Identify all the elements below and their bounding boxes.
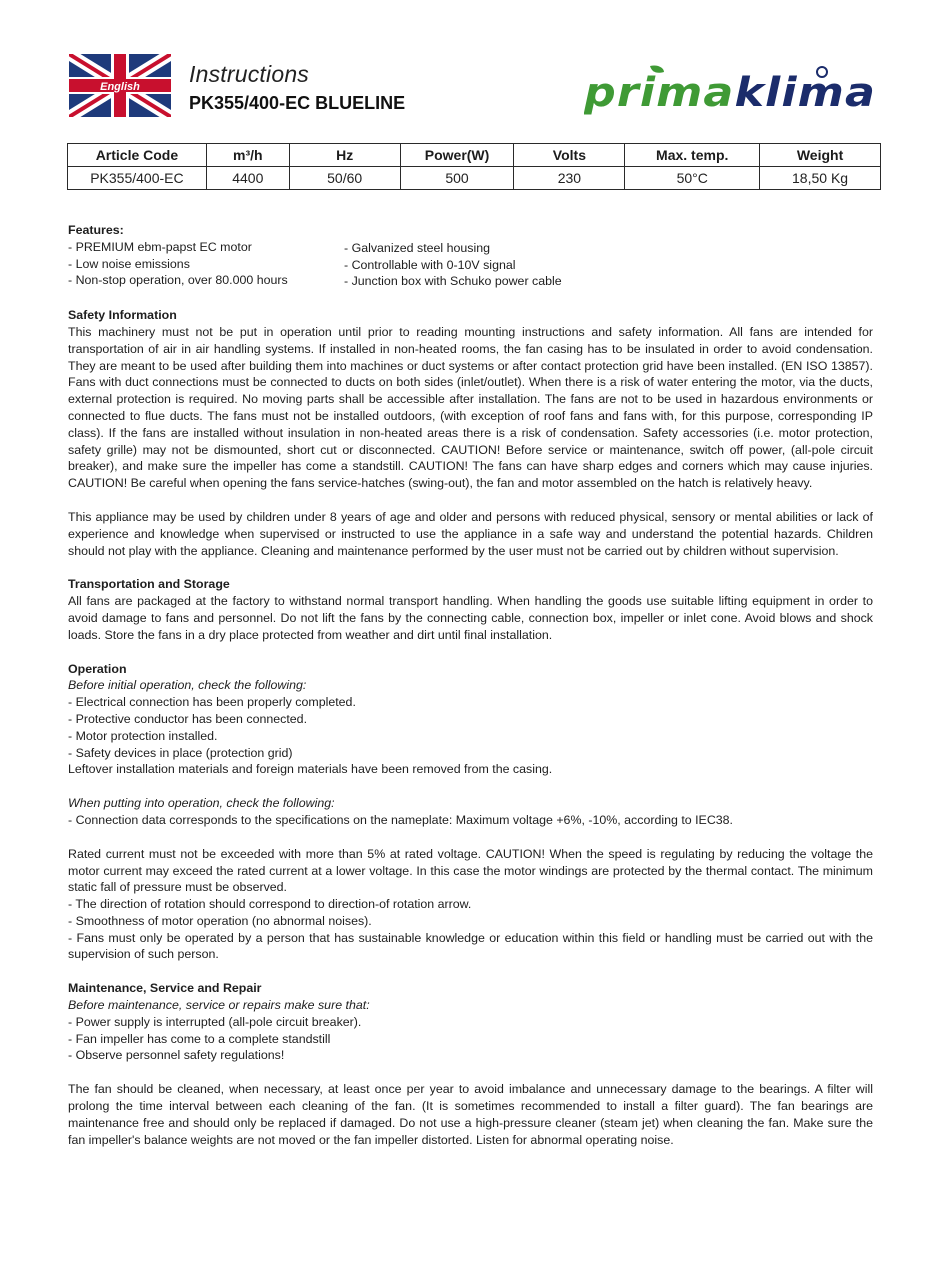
spec-table <box>67 143 881 190</box>
flag-language-label: English <box>100 81 140 93</box>
value-weight: 18,50 Kg <box>760 167 881 190</box>
primaklima-logo <box>584 62 884 122</box>
operation-before-intro: Before initial operation, check the following: <box>68 678 307 693</box>
safety-heading: Safety Information <box>68 308 177 323</box>
operation-putting-intro: When putting into operation, check the following: <box>68 796 335 811</box>
transport-paragraph: All fans are packaged at the factory to withstand normal transport handling. When handling the goods use suitable lifting equipment in order to avoid damage to fans and personnel. Do not lift the fans by the connecting cable, connection box, impeller or inlet cone. Avoid blows and shock loads. Store the fans in a dry place protected from weather and dirt until final installation. <box>68 594 873 642</box>
children-paragraph: This appliance may be used by children under 8 years of age and older and persons with reduced physical, sensory or mental abilities or lack of experience and knowledge when supervised or instructed to use the appliance in a safe way and understand the potential hazards. Children should not play with the appliance. Cleaning and maintenance performed by the user must not be carried out by children without supervision. <box>68 509 873 558</box>
features-right-column <box>344 239 804 290</box>
header-weight: Weight <box>760 144 881 167</box>
spec-header-row <box>68 144 881 167</box>
features-list <box>68 239 873 290</box>
feature-item: - Controllable with 0-10V signal <box>344 257 516 272</box>
maintenance-item: - Power supply is interrupted (all-pole circuit breaker). <box>68 1014 362 1029</box>
header-airflow: m³/h <box>206 144 289 167</box>
maintenance-paragraph: The fan should be cleaned, when necessary, at least once per year to avoid imbalance and unnecessary damage to the bearings. A filter will prolong the time interval between each cleaning of the fan. (It is sometimes recommended to install a filter guard). The fan bearings are maintenance free and should only be replaced if damaged. Do not use a high-pressure cleaner (steam jet) when cleaning the fan. Make sure the fan impeller's balance weights are not moved or the fan impeller distorted. Listen for abnormal operating noise. <box>68 1082 873 1147</box>
transport-heading: Transportation and Storage <box>68 577 230 592</box>
header-article-code: Article Code <box>68 144 207 167</box>
feature-item: - PREMIUM ebm-papst EC motor <box>68 239 252 254</box>
header-power: Power(W) <box>400 144 514 167</box>
operation-leftover: Leftover installation materials and foreign materials have been removed from the casing. <box>68 762 553 777</box>
uk-flag-icon <box>69 54 171 117</box>
maintenance-intro: Before maintenance, service or repairs make sure that: <box>68 998 370 1013</box>
feature-item: - Junction box with Schuko power cable <box>344 274 562 289</box>
value-max-temp: 50°C <box>625 167 760 190</box>
value-article-code: PK355/400-EC <box>68 167 207 190</box>
operation-putting-item: - Connection data corresponds to the specifications on the nameplate: Maximum voltage +6%, -10%, according to IEC38. <box>68 812 733 827</box>
features-heading: Features: <box>68 223 124 237</box>
value-frequency: 50/60 <box>289 167 400 190</box>
header-volts: Volts <box>514 144 625 167</box>
safety-paragraph: This machinery must not be put in operation until prior to reading mounting instructions and safety information. All fans are intended for transportation of air in air handling systems. If installed in non-heated rooms, the fan casing has to be insulated in order to avoid condensation. They are meant to be used after building them into machines or duct systems or after contact protection grid have been installed. (EN ISO 13857). Fans with duct connections must be connected to ducts on both sides (inlet/outlet). When there is a risk of water entering the motor, via the ducts, external protection is required. No moving parts shall be accessible after installation. The fans are not to be used in hazardous environments or connected to flue ducts. The fans must not be installed outdoors, (with exception of roof fans and fans with, for this purpose, corresponding IP class). If the fans are installed without insulation in non-heated areas there is a risk of condensation. Safety accessories (i.e. motor protection, safety grille) may not be dismounted, short cut or disconnected. CAUTION! Before service or maintenance, switch off power, (all-pole circuit breaker), and make sure the impeller has come a standstill. CAUTION! The fans can have sharp edges and corners which may cause injuries. CAUTION! Be careful when opening the fans service-hatches (swing-out), the fan and motor assembled on the hatch is relatively heavy. <box>68 324 873 491</box>
header-max-temp: Max. temp. <box>625 144 760 167</box>
rated-item: - Smoothness of motor operation (no abnormal noises). <box>68 913 372 928</box>
feature-item: - Galvanized steel housing <box>344 240 491 255</box>
rated-current-paragraph: Rated current must not be exceeded with more than 5% at rated voltage. CAUTION! When the speed is regulating by reducing the voltage the motor current may exceed the rated current at a lower voltage. In this case the motor windings are protected by the thermal contact. The minimum static fall of pressure must be observed. <box>68 846 873 895</box>
operation-check-item: - Safety devices in place (protection grid) <box>68 745 293 760</box>
document-title: Instructions <box>189 61 310 87</box>
value-volts: 230 <box>514 167 625 190</box>
model-name: PK355/400-EC BLUELINE <box>189 93 406 113</box>
value-power: 500 <box>400 167 514 190</box>
maintenance-item: - Observe personnel safety regulations! <box>68 1048 285 1063</box>
value-airflow: 4400 <box>206 167 289 190</box>
feature-item: - Low noise emissions <box>68 256 190 271</box>
header-frequency: Hz <box>289 144 400 167</box>
rated-item: - The direction of rotation should correspond to direction-of rotation arrow. <box>68 897 472 912</box>
rated-item-last: - Fans must only be operated by a person that has sustainable knowledge or education within this field or handling must be carried out with the supervision of such person. <box>68 930 873 962</box>
document-title-block <box>189 60 405 116</box>
spec-value-row <box>68 167 881 190</box>
operation-heading: Operation <box>68 661 127 676</box>
maintenance-item: - Fan impeller has come to a complete standstill <box>68 1031 331 1046</box>
document-body <box>68 222 873 1148</box>
operation-check-item: - Protective conductor has been connected. <box>68 711 308 726</box>
feature-item: - Non-stop operation, over 80.000 hours <box>68 273 288 288</box>
maintenance-heading: Maintenance, Service and Repair <box>68 981 262 996</box>
operation-check-item: - Electrical connection has been properly completed. <box>68 695 356 710</box>
operation-check-item: - Motor protection installed. <box>68 728 218 743</box>
svg-text:primaklima: prima klima <box>584 70 863 116</box>
features-left-column <box>68 239 344 290</box>
